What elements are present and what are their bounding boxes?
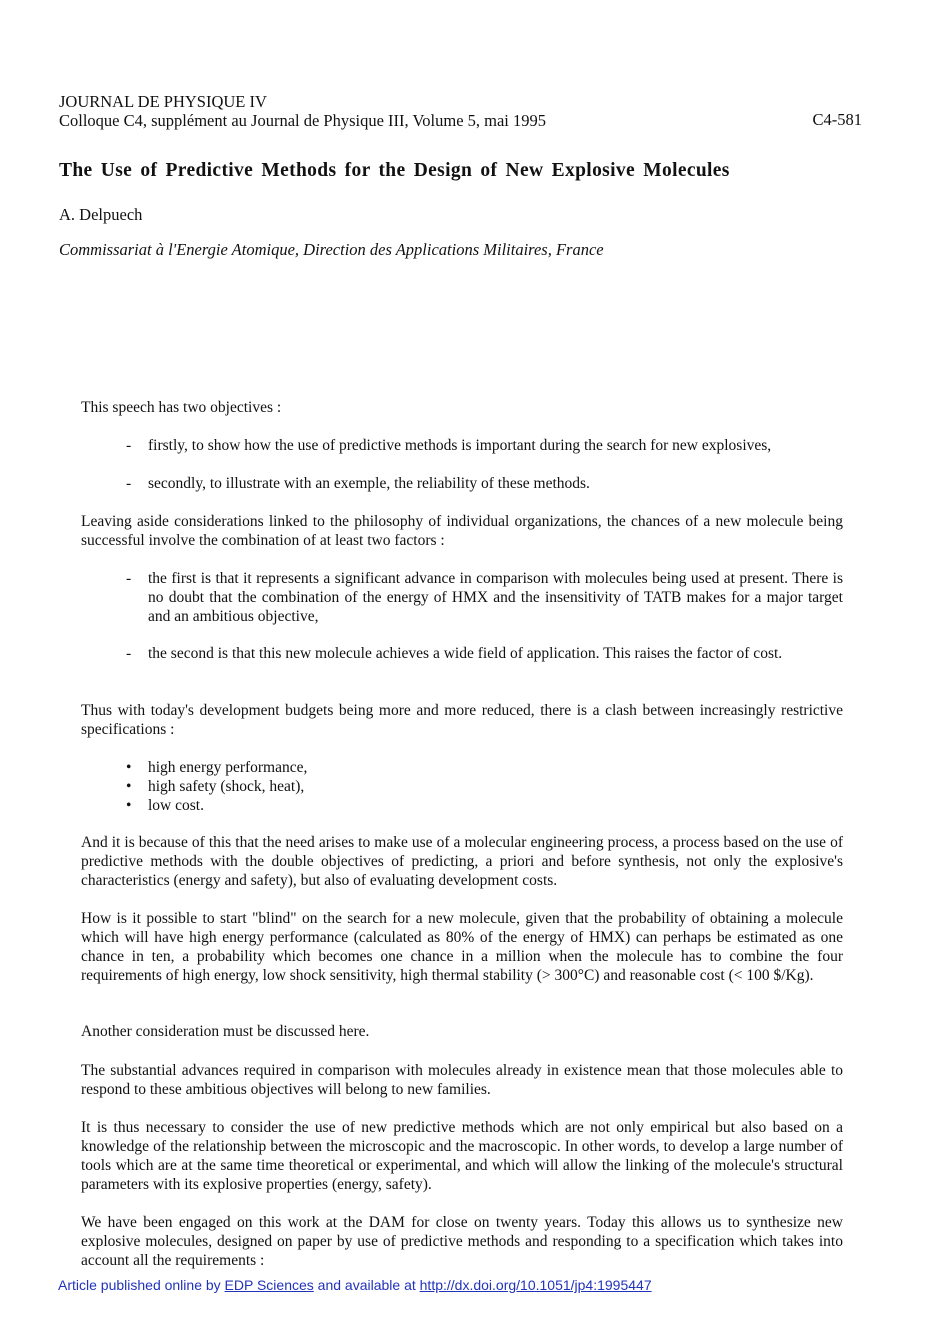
spec-item-3: low cost. <box>148 797 204 814</box>
footer-prefix: Article published online by <box>58 1277 225 1293</box>
paragraph-7: The substantial advances required in comparison with molecules already in existence mean that those molecules able to respond to these ambitious objectives will belong to new families. <box>81 1062 843 1098</box>
paragraph-2: Leaving aside considerations linked to the philosophy of individual organizations, the chances of a new molecule being successful involve the combination of at least two factors : <box>81 513 843 549</box>
spec-item-1: high energy performance, <box>148 759 308 776</box>
dash-marker: - <box>126 475 132 492</box>
dash-marker: - <box>126 570 132 587</box>
paragraph-5: How is it possible to start "blind" on the search for a new molecule, given that the probability of obtaining a molecule which will have high energy performance (calculated as 80% of the energy of HMX) can perhaps be estimated as one chance in ten, a probability which becomes one chance in a million when the molecule has to combine the four requirements of high energy, low shock sensitivity, high thermal stability (> 300°C) and reasonable cost (< 100 $/Kg). <box>81 910 843 984</box>
paragraph-8: It is thus necessary to consider the use of new predictive methods which are not only empirical but also based on a knowledge of the relationship between the microscopic and the macroscopic. In other words, to develop a large number of tools which are at the same time theoretical or experimental, and which will allow the linking of the molecule's structural parameters with its explosive properties (energy, safety). <box>81 1119 843 1193</box>
doi-link[interactable]: http://dx.doi.org/10.1051/jp4:1995447 <box>419 1277 652 1293</box>
factor-item-2: the second is that this new molecule achieves a wide field of application. This raises the factor of cost. <box>148 645 783 662</box>
author-affiliation: Commissariat à l'Energie Atomique, Direction des Applications Militaires, France <box>59 240 604 259</box>
paragraph-9: We have been engaged on this work at the DAM for close on twenty years. Today this allows us to synthesize new explosive molecules, designed on paper by use of predictive methods and responding to a specification which takes into account all the requirements : <box>81 1214 843 1269</box>
publication-footer <box>58 1277 652 1293</box>
dash-marker: - <box>126 645 132 662</box>
page-number: C4-581 <box>812 110 862 129</box>
paragraph-1: This speech has two objectives : <box>81 399 282 416</box>
author-name: A. Delpuech <box>59 205 143 224</box>
paragraph-3: Thus with today's development budgets being more and more reduced, there is a clash between increasingly restrictive specifications : <box>81 702 843 738</box>
dash-marker: - <box>126 437 132 454</box>
factor-item-1: the first is that it represents a significant advance in comparison with molecules being used at present. There is no doubt that the combination of the energy of HMX and the insensitivity of TATB makes for a major target and an ambitious objective, <box>148 570 843 625</box>
bullet-marker: • <box>126 778 132 795</box>
bullet-marker: • <box>126 797 132 814</box>
objective-item-1: firstly, to show how the use of predictive methods is important during the search for new explosives, <box>148 437 772 454</box>
publisher-link[interactable]: EDP Sciences <box>224 1277 314 1293</box>
spec-item-2: high safety (shock, heat), <box>148 778 305 795</box>
colloque-line: Colloque C4, supplément au Journal de Physique III, Volume 5, mai 1995 <box>59 111 547 130</box>
bullet-marker: • <box>126 759 132 776</box>
paragraph-4: And it is because of this that the need arises to make use of a molecular engineering process, a process based on the use of predictive methods with the double objectives of predicting, a priori and before synthesis, not only the explosive's characteristics (energy and safety), but also of evaluating development costs. <box>81 834 843 889</box>
footer-middle: and available at <box>313 1277 420 1293</box>
paragraph-6: Another consideration must be discussed here. <box>81 1023 370 1040</box>
paper-title: The Use of Predictive Methods for the Design of New Explosive Molecules <box>59 160 730 181</box>
journal-name: JOURNAL DE PHYSIQUE IV <box>59 92 267 111</box>
objective-item-2: secondly, to illustrate with an exemple, the reliability of these methods. <box>148 475 590 492</box>
